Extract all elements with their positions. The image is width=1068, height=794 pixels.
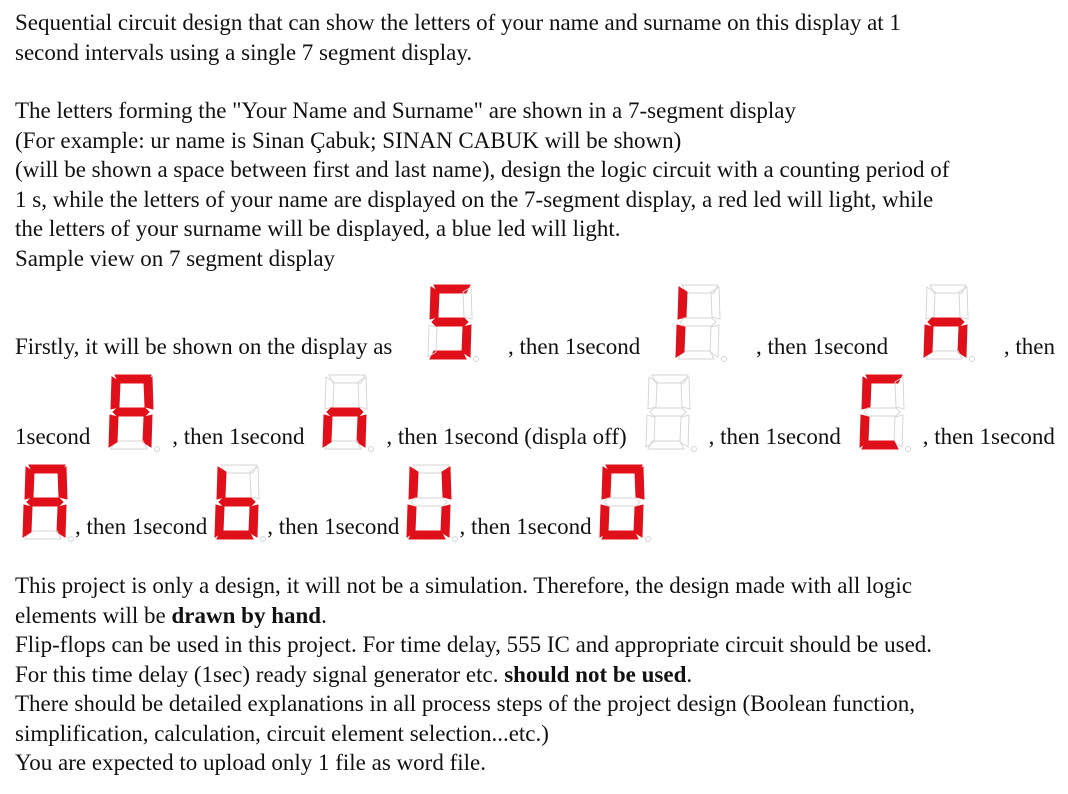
segment-g	[604, 498, 640, 506]
decimal-point	[691, 447, 696, 452]
description-line-3: (will be shown a space between first and last name), design the logic circuit with a counting period of	[15, 157, 950, 182]
sequence-then-text: , then 1second	[172, 423, 305, 449]
decimal-point	[474, 357, 479, 362]
segment-c	[894, 415, 903, 447]
segment-g	[411, 498, 447, 506]
segment-e	[109, 415, 118, 447]
seven-segment-display-I	[668, 279, 728, 365]
sequence-then-text: , then 1second	[922, 423, 1055, 449]
seven-segment-display-0	[592, 459, 652, 545]
segment-e	[428, 325, 437, 357]
segment-g	[650, 408, 686, 416]
requirements-line-3: Flip-flops can be used in this project. For time delay, 555 IC and appropriate circuit should be used.	[15, 632, 933, 657]
seven-segment-display-A	[15, 459, 75, 545]
sequence-then-text: , then 1second	[75, 513, 208, 539]
sequence-then-text: , then	[1003, 333, 1055, 359]
requirements-line-2	[15, 601, 1055, 631]
seven-segment-display-n	[916, 279, 976, 365]
segment-b	[58, 467, 67, 499]
segment-f	[862, 377, 871, 409]
sequence-row-1	[15, 275, 1055, 365]
seven-segment-svg	[916, 279, 976, 365]
decimal-point	[261, 537, 266, 542]
seven-segment-display-S	[420, 279, 480, 365]
description-line-6: Sample view on 7 segment display	[15, 245, 336, 271]
segment-e	[215, 505, 224, 537]
seven-segment-svg	[668, 279, 728, 365]
segment-c	[680, 415, 689, 447]
seven-segment-svg	[852, 369, 912, 455]
seven-segment-svg	[592, 459, 652, 545]
seven-segment-svg	[420, 279, 480, 365]
segment-c	[57, 505, 66, 537]
description-line-5: the letters of your surname will be displayed, a blue led will light.	[15, 216, 621, 241]
sequence-display-off-text: , then 1second (displa off)	[386, 423, 627, 449]
sequence-then-text: , then 1second	[267, 513, 400, 539]
segment-b	[635, 467, 644, 499]
segment-e	[23, 505, 32, 537]
requirements-drawn-by-hand: drawn by hand	[171, 602, 322, 628]
segment-b	[959, 287, 968, 319]
segment-g	[27, 498, 63, 506]
segment-g	[432, 318, 468, 326]
sequence-then-text: 1second	[15, 423, 91, 449]
requirements-line-4-suffix: .	[686, 661, 693, 687]
requirements-line-6: simplification, calculation, circuit element selection...etc.)	[15, 720, 549, 746]
sequence-intro-text: Firstly, it will be shown on the display as	[15, 333, 393, 359]
segment-c	[462, 325, 471, 357]
description-line-4: 1 s, while the letters of your name are displayed on the 7-segment display, a red led will light, while	[15, 186, 934, 212]
segment-e	[924, 325, 933, 357]
segment-g	[864, 408, 900, 416]
segment-b	[250, 467, 259, 499]
segment-c	[710, 325, 719, 357]
decimal-point	[369, 447, 374, 452]
segment-f	[602, 467, 611, 499]
intro-line-2: second intervals using a single 7 segment display.	[15, 39, 473, 65]
segment-f	[409, 467, 418, 499]
seven-segment-svg	[399, 459, 459, 545]
seven-segment-svg	[638, 369, 698, 455]
sequence-row-3	[15, 455, 1055, 545]
segment-f	[217, 467, 226, 499]
decimal-point	[905, 447, 910, 452]
seven-segment-display-n	[315, 369, 375, 455]
segment-g	[219, 498, 255, 506]
seven-segment-display-C	[852, 369, 912, 455]
segment-c	[357, 415, 366, 447]
requirements-line-4-prefix: For this time delay (1sec) ready signal generator etc.	[15, 661, 505, 687]
decimal-point	[722, 357, 727, 362]
seven-segment-svg	[207, 459, 267, 545]
seven-segment-svg	[315, 369, 375, 455]
sequence-then-text: , then 1second	[459, 513, 592, 539]
seven-segment-display-off	[638, 369, 698, 455]
segment-e	[600, 505, 609, 537]
decimal-point	[970, 357, 975, 362]
sequence-then-text: , then 1second	[755, 333, 889, 359]
segment-g	[928, 318, 964, 326]
requirements-line-2-prefix: elements will be	[15, 602, 172, 628]
requirements-should-not-be-used: should not be used	[504, 661, 687, 687]
segment-c	[249, 505, 258, 537]
requirements-block	[15, 571, 1055, 778]
seven-segment-svg	[101, 369, 161, 455]
description-line-2: (For example: ur name is Sinan Çabuk; SINAN CABUK will be shown)	[15, 127, 682, 153]
segment-f	[111, 377, 120, 409]
requirements-line-4	[15, 660, 1055, 690]
paragraph-gap	[15, 67, 1055, 96]
requirements-line-7: You are expected to upload only 1 file as word file.	[15, 750, 486, 775]
requirements-line-2-suffix: .	[321, 602, 327, 628]
segment-c	[958, 325, 967, 357]
segment-b	[144, 377, 153, 409]
segment-e	[407, 505, 416, 537]
segment-c	[634, 505, 643, 537]
description-line-1: The letters forming the "Your Name and Surname" are shown in a 7-segment display	[15, 98, 797, 123]
segment-e	[860, 415, 869, 447]
segment-g	[680, 318, 716, 326]
document-page	[15, 8, 1055, 778]
seven-segment-display-b	[207, 459, 267, 545]
intro-line-1: Sequential circuit design that can show the letters of your name and surname on this display at 1	[15, 10, 901, 35]
requirements-line-1: This project is only a design, it will not be a simulation. Therefore, the design made with all logic	[15, 573, 913, 598]
segment-b	[442, 467, 451, 499]
sequence-then-text: , then 1second	[508, 333, 641, 359]
segment-c	[143, 415, 152, 447]
seven-segment-display-A	[101, 369, 161, 455]
decimal-point	[155, 447, 160, 452]
segment-b	[681, 377, 690, 409]
segment-f	[430, 287, 439, 319]
sequence-then-text: , then 1second	[708, 423, 841, 449]
segment-b	[358, 377, 367, 409]
segment-e	[646, 415, 655, 447]
segment-g	[113, 408, 149, 416]
decimal-point	[645, 537, 650, 542]
requirements-line-5: There should be detailed explanations in all process steps of the project design (Boolean function,	[15, 691, 915, 716]
segment-e	[676, 325, 685, 357]
decimal-point	[69, 537, 74, 542]
segment-f	[678, 287, 687, 319]
segment-b	[711, 287, 720, 319]
segment-e	[323, 415, 332, 447]
decimal-point	[453, 537, 458, 542]
segment-g	[327, 408, 363, 416]
segment-c	[441, 505, 450, 537]
segment-f	[25, 467, 34, 499]
seven-segment-svg	[15, 459, 75, 545]
sequence-row-2	[15, 365, 1055, 455]
seven-segment-display-U	[399, 459, 459, 545]
